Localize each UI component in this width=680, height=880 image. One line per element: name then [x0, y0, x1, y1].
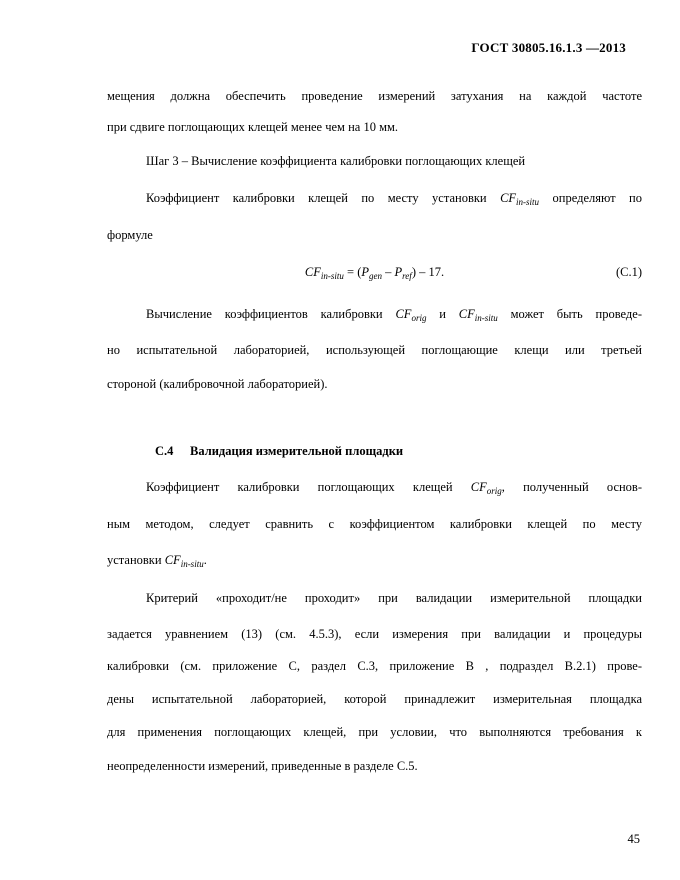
- page-number: 45: [627, 832, 640, 846]
- text-line: задается уравнением (13) (см. 4.5.3), если измерения при валидации и процедуры: [107, 627, 642, 641]
- text-line: дены испытательной лабораторией, которой принадлежит измерительная площадка: [107, 692, 642, 706]
- document-header: ГОСТ 30805.16.1.3 —2013: [471, 40, 626, 55]
- text-line: калибровки (см. приложение С, раздел С.3, приложение В , подраздел В.2.1) прове-: [107, 659, 642, 673]
- text-line: ным методом, следует сравнить с коэффициентом калибровки клещей по месту: [107, 517, 642, 531]
- step-title: Шаг 3 – Вычисление коэффициента калибровки поглощающих клещей: [146, 154, 526, 168]
- text-line: Критерий «проходит/не проходит» при валидации измерительной площадки: [146, 591, 642, 605]
- formula-number: (С.1): [615, 265, 642, 279]
- text-line: Коэффициент калибровки клещей по месту установки $CF_{in-situ}$ определяют по: [146, 191, 642, 207]
- text-line: неопределенности измерений, приведенные в разделе С.5.: [107, 759, 418, 773]
- formula: $CF_{in-situ} = (P_{gen} - P_{ref}) - 17$. (С.1): [304, 265, 642, 281]
- text-line: формуле: [107, 228, 153, 242]
- text-line: Вычисление коэффициентов калибровки $CF_{orig}$ и $CF_{in-situ}$ может быть проведе-: [146, 307, 642, 323]
- section-heading: [155, 443, 403, 459]
- text-line: мещения должна обеспечить проведение измерений затухания на каждой частоте: [107, 89, 642, 103]
- text-line: стороной (калибровочной лабораторией).: [107, 377, 328, 391]
- section-title: Валидация измерительной площадки: [190, 444, 404, 458]
- text-line: для применения поглощающих клещей, при условии, что выполняются требования к: [107, 725, 642, 739]
- text-line: установки $CF_{in-situ}$.: [107, 553, 207, 569]
- text-line: Коэффициент калибровки поглощающих клещей $CF_{orig}$, полученный основ-: [146, 480, 642, 496]
- text-line: но испытательной лабораторией, использующей поглощающие клещи или третьей: [107, 343, 642, 357]
- text-line: при сдвиге поглощающих клещей менее чем на 10 мм.: [107, 120, 399, 134]
- section-number: С.4: [155, 444, 174, 458]
